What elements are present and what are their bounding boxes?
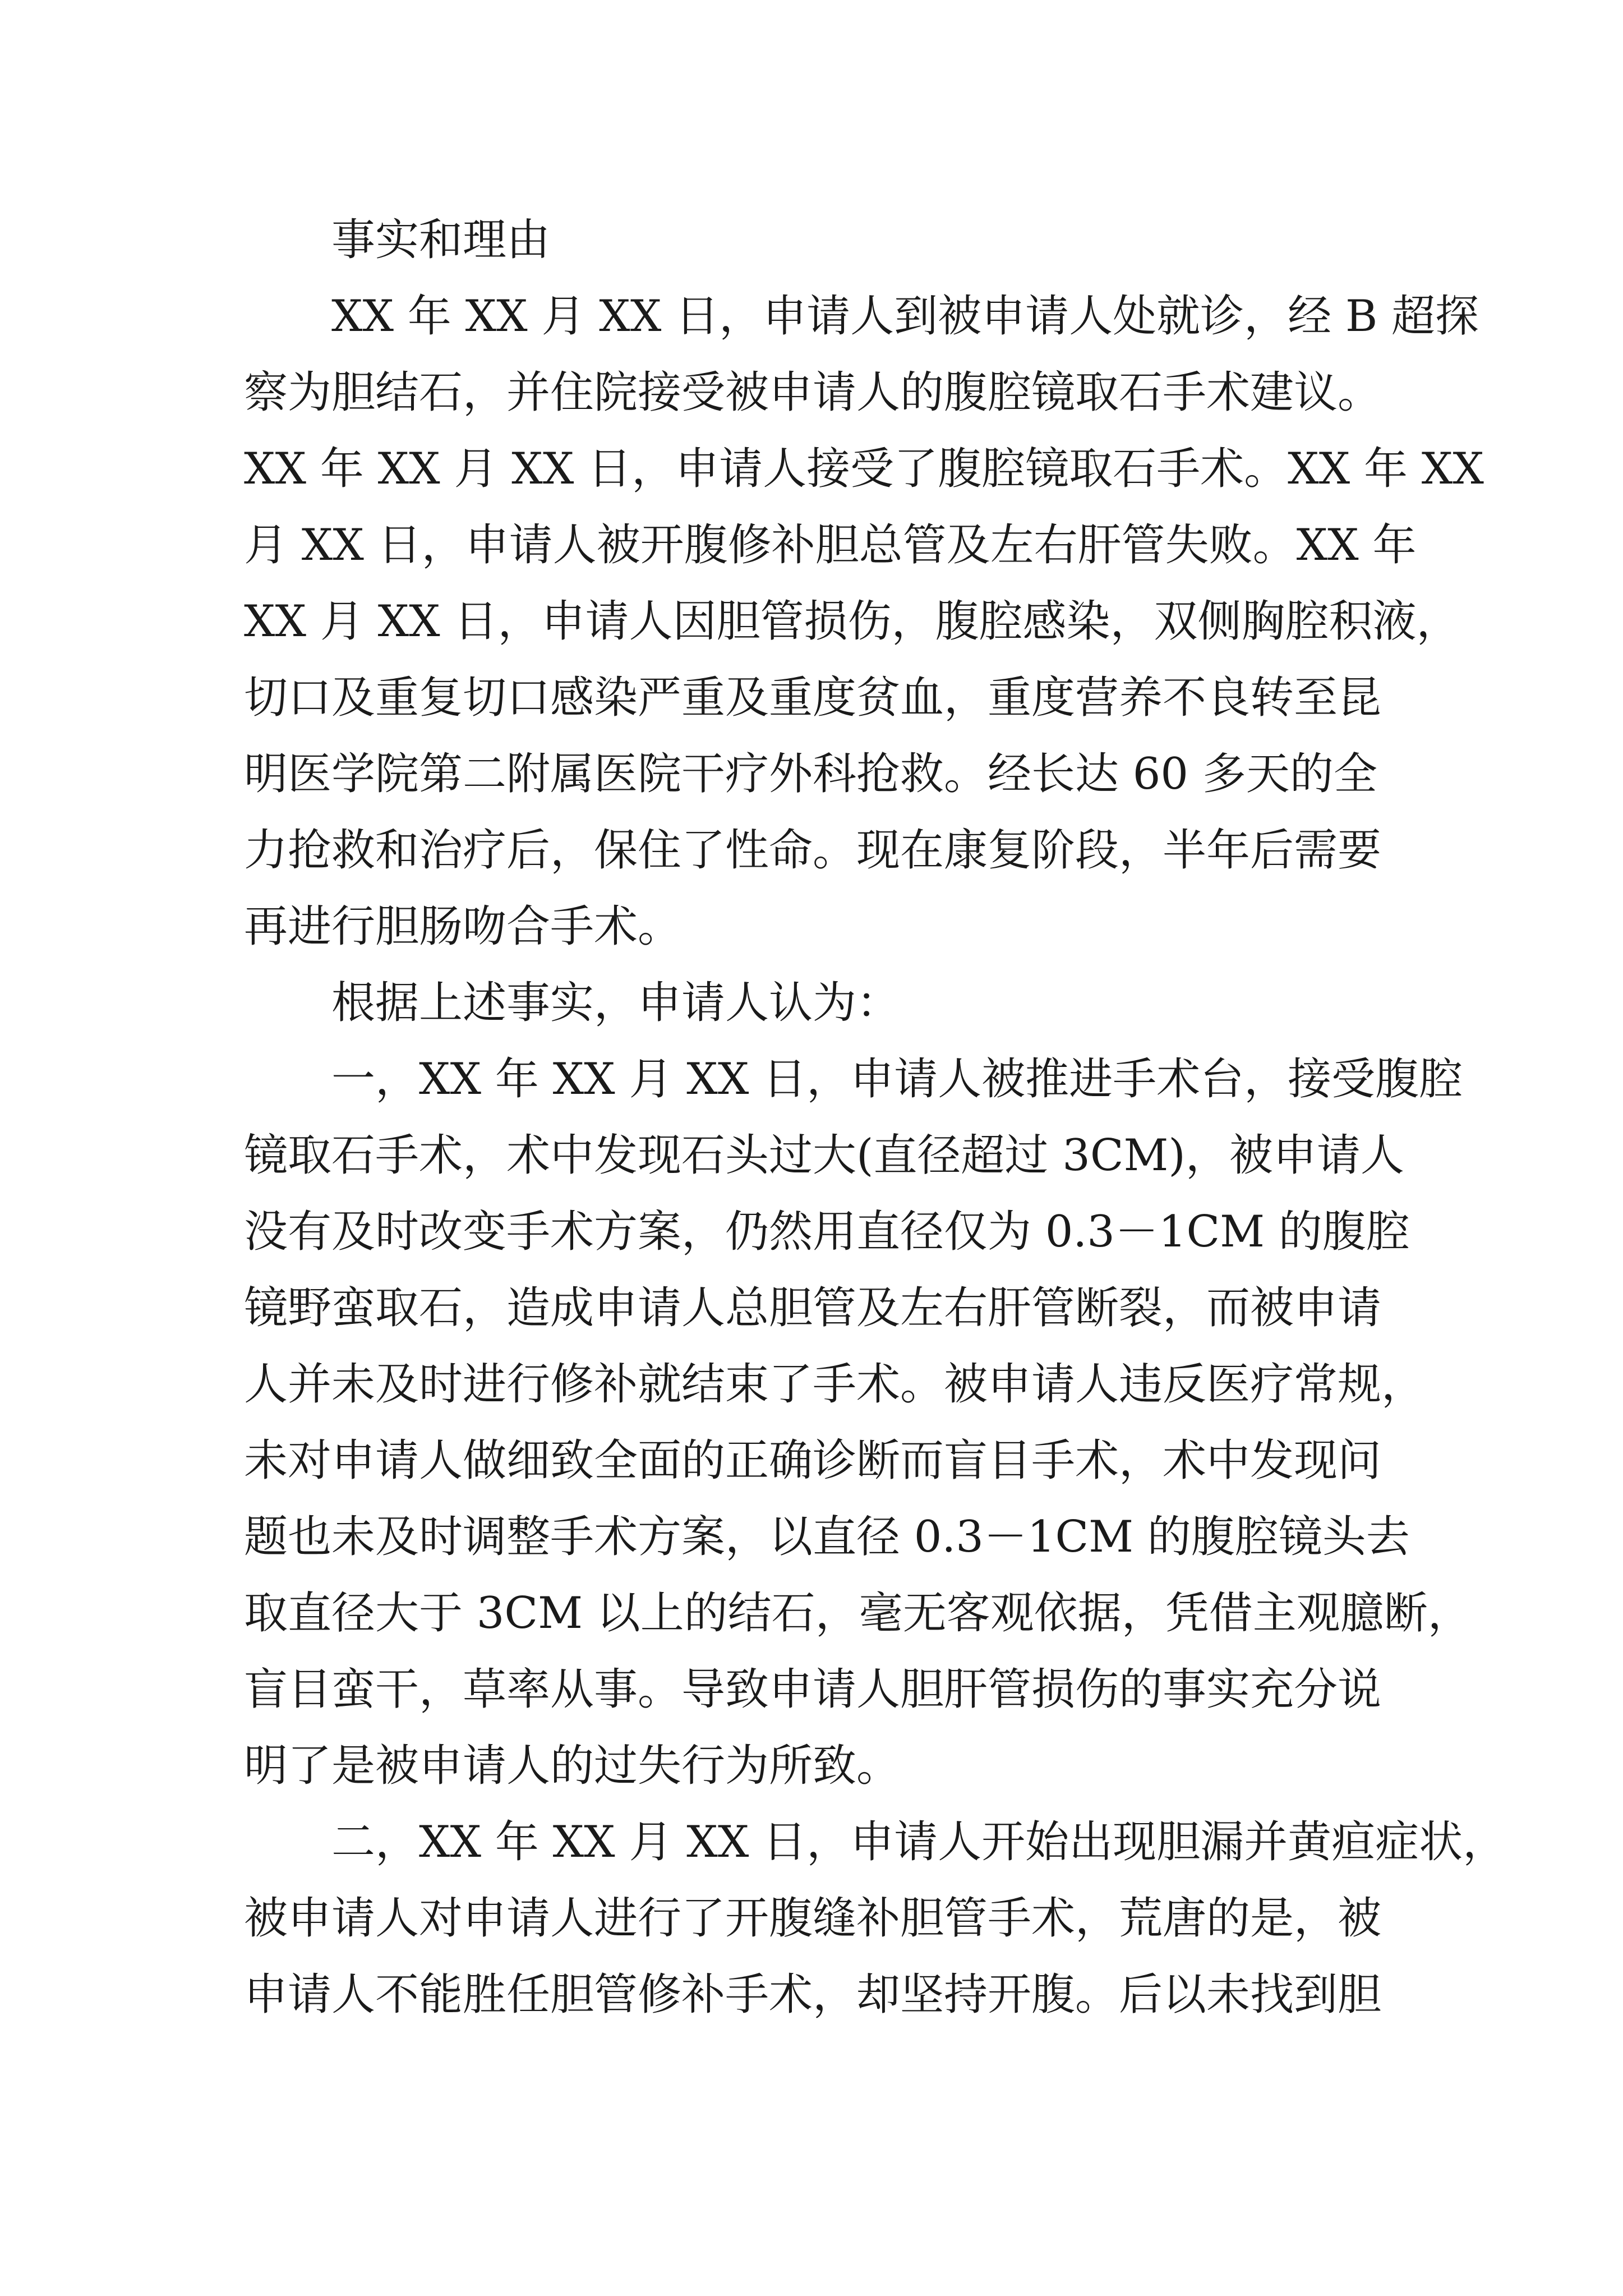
paragraph-line: 切口及重复切口感染严重及重度贫血，重度营养不良转至昆 <box>244 673 1382 723</box>
paragraph-line: 根据上述事实，申请人认为： <box>331 978 901 1028</box>
paragraph-line: 一，XX 年 XX 月 XX 日，申请人被推进手术台，接受腹腔 <box>331 1054 1463 1105</box>
paragraph-line: 未对申请人做细致全面的正确诊断而盲目手术，术中发现问 <box>244 1435 1382 1486</box>
paragraph-line: 人并未及时进行修补就结束了手术。被申请人违反医疗常规， <box>244 1359 1426 1410</box>
document-body <box>244 202 1507 2033</box>
paragraph-line: 再进行胆肠吻合手术。 <box>244 901 682 952</box>
paragraph-line: 察为胆结石，并住院接受被申请人的腹腔镜取石手术建议。 <box>244 367 1382 418</box>
paragraph-line: 镜取石手术，术中发现石头过大(直径超过 3CM)，被申请人 <box>244 1130 1404 1181</box>
paragraph-line: 被申请人对申请人进行了开腹缝补胆管手术，荒唐的是，被 <box>244 1893 1382 1944</box>
paragraph-line: 二，XX 年 XX 月 XX 日，申请人开始出现胆漏并黄疸症状， <box>331 1817 1507 1867</box>
paragraph-line: 取直径大于 3CM 以上的结石，毫无客观依据，凭借主观臆断， <box>244 1588 1472 1639</box>
paragraph-line: 月 XX 日，申请人被开腹修补胆总管及左右肝管失败。XX 年 <box>244 520 1417 570</box>
paragraph-line: 没有及时改变手术方案，仍然用直径仅为 0.3－1CM 的腹腔 <box>244 1207 1410 1257</box>
paragraph-line: XX 年 XX 月 XX 日，申请人到被申请人处就诊，经 B 超探 <box>331 291 1479 342</box>
paragraph-line: 申请人不能胜任胆管修补手术，却坚持开腹。后以未找到胆 <box>244 1970 1382 2020</box>
paragraph-line: 力抢救和治疗后，保住了性命。现在康复阶段，半年后需要 <box>244 825 1382 876</box>
paragraph-line: 明了是被申请人的过失行为所致。 <box>244 1741 901 1791</box>
section-heading: 事实和理由 <box>331 215 551 265</box>
paragraph-line: 镜野蛮取石，造成申请人总胆管及左右肝管断裂，而被申请 <box>244 1283 1382 1333</box>
paragraph-line: XX 年 XX 月 XX 日，申请人接受了腹腔镜取石手术。XX 年 XX <box>244 444 1484 494</box>
paragraph-line: 题也未及时调整手术方案，以直径 0.3－1CM 的腹腔镜头去 <box>244 1512 1410 1562</box>
paragraph-line: 明医学院第二附属医院干疗外科抢救。经长达 60 多天的全 <box>244 749 1377 799</box>
paragraph-line: 盲目蛮干，草率从事。导致申请人胆肝管损伤的事实充分说 <box>244 1664 1382 1715</box>
paragraph-line: XX 月 XX 日，申请人因胆管损伤，腹腔感染，双侧胸腔积液， <box>244 596 1460 647</box>
